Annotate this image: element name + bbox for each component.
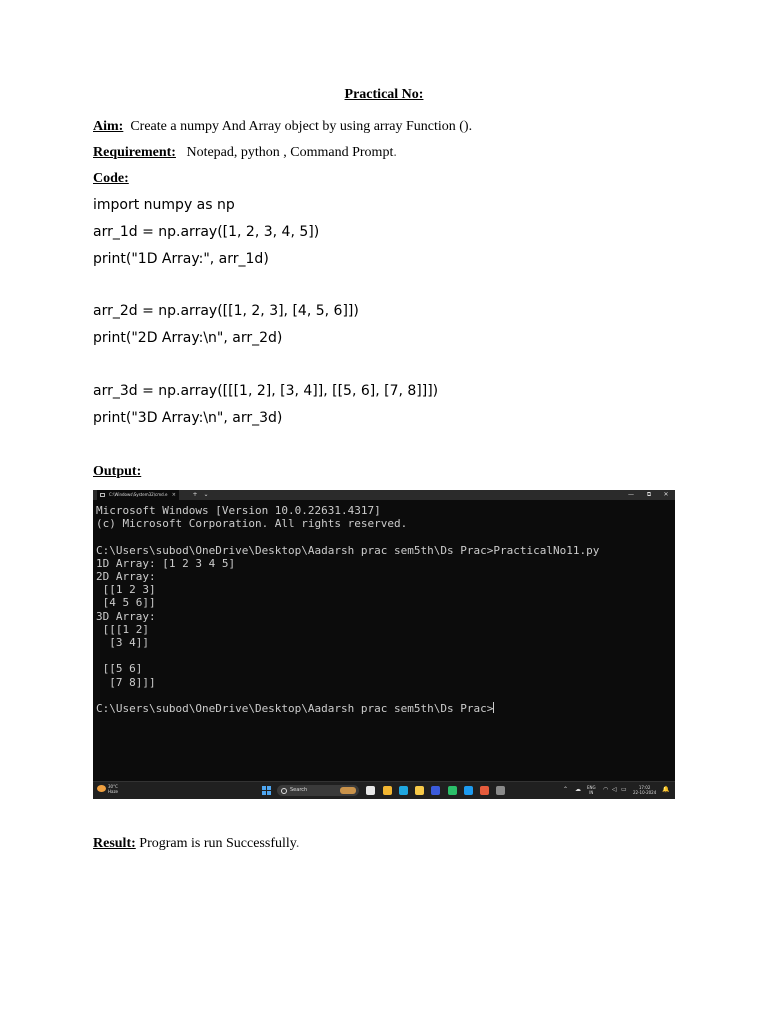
aim-text: Create a numpy And Array object by using array Function (). xyxy=(130,119,473,134)
chevron-down-icon[interactable]: ⌄ xyxy=(203,491,209,498)
terminal-line: Microsoft Windows [Version 10.0.22631.4317] xyxy=(96,504,381,517)
code-line: arr_3d = np.array([[[1, 2], [3, 4]], [[5, 6], [7, 8]]]) xyxy=(93,383,439,399)
edge-icon[interactable] xyxy=(399,786,408,795)
clock-time: 17:02 xyxy=(638,785,651,790)
terminal-line: [4 5 6]] xyxy=(96,596,156,610)
code-line: arr_2d = np.array([[1, 2, 3], [4, 5, 6]]) xyxy=(93,303,359,319)
language-code: ENG xyxy=(587,785,596,790)
text-cursor xyxy=(493,702,494,713)
wifi-icon[interactable]: ◠ xyxy=(603,786,609,793)
notification-bell-icon[interactable]: 🔔 xyxy=(662,786,670,793)
tab-close-icon[interactable]: × xyxy=(171,492,176,498)
clock-date: 22-10-2024 xyxy=(633,790,657,795)
terminal-line: [[5 6] xyxy=(96,662,143,676)
terminal-titlebar xyxy=(93,490,675,500)
terminal-line: [[[1 2] xyxy=(96,622,149,636)
page-title: Practical No: xyxy=(344,87,424,102)
terminal-line: [7 8]]] xyxy=(96,675,156,689)
search-placeholder: Search xyxy=(290,787,308,793)
requirement-line: Requirement: Notepad, python , Command Prompt. xyxy=(93,145,397,160)
weather-desc: Haze xyxy=(108,789,119,794)
clock[interactable] xyxy=(633,785,656,795)
cloud-icon[interactable]: ☁ xyxy=(575,786,581,793)
start-icon[interactable] xyxy=(262,786,271,795)
terminal-tab-title: C:\Windows\System32\cmd.e xyxy=(109,492,168,497)
code-line: print("3D Array:\n", arr_3d) xyxy=(93,410,283,426)
weather-temp: 30°C xyxy=(108,784,118,789)
code-line: import numpy as np xyxy=(93,197,235,213)
task-view-icon[interactable] xyxy=(366,786,375,795)
terminal-line: (c) Microsoft Corporation. All rights reserved. xyxy=(96,517,408,531)
region-code: IN xyxy=(589,790,594,795)
code-line: print("2D Array:\n", arr_2d) xyxy=(93,330,283,346)
weather-icon xyxy=(97,785,106,792)
result-label: Result: xyxy=(93,836,136,851)
taskbar-search[interactable] xyxy=(277,785,359,796)
terminal-line xyxy=(96,689,599,702)
app-icon[interactable] xyxy=(480,786,489,795)
output-label: Output: xyxy=(93,464,142,479)
terminal-line: [3 4]] xyxy=(96,636,149,650)
chevron-up-icon[interactable]: ⌃ xyxy=(563,786,569,793)
terminal-screenshot xyxy=(93,490,675,799)
volume-icon[interactable]: ◁ xyxy=(612,786,617,793)
terminal-line xyxy=(96,530,599,543)
code-line: print("1D Array:", arr_1d) xyxy=(93,251,269,267)
terminal-tab[interactable] xyxy=(97,490,179,500)
app-icon[interactable] xyxy=(448,786,457,795)
battery-icon[interactable]: ▭ xyxy=(621,786,627,793)
code-label: Code: xyxy=(93,171,129,186)
aim-label: Aim: xyxy=(93,119,124,134)
terminal-taskbar-icon[interactable] xyxy=(496,786,505,795)
terminal-prompt: C:\Users\subod\OneDrive\Desktop\Aadarsh prac sem5th\Ds Prac> xyxy=(96,702,494,716)
weather-widget[interactable] xyxy=(97,784,118,794)
result-line: Result: Program is run Successfully. xyxy=(93,836,300,851)
code-line: arr_1d = np.array([1, 2, 3, 4, 5]) xyxy=(93,224,320,240)
app-icon[interactable] xyxy=(464,786,473,795)
new-tab-icon[interactable]: + xyxy=(192,491,198,498)
requirement-text: Notepad, python , Command Prompt xyxy=(186,145,394,160)
search-highlight-icon xyxy=(340,787,356,794)
file-explorer-icon[interactable] xyxy=(383,786,392,795)
terminal-line: [[1 2 3] xyxy=(96,583,156,597)
result-text: Program is run Successfully xyxy=(139,836,296,851)
terminal-prompt-line[interactable] xyxy=(96,702,599,715)
terminal-line xyxy=(96,649,599,662)
windows-taskbar xyxy=(93,781,675,799)
aim-line xyxy=(93,119,472,135)
maximize-icon[interactable]: ⧉ xyxy=(646,491,652,498)
store-icon[interactable] xyxy=(415,786,424,795)
requirement-label: Requirement: xyxy=(93,145,176,160)
close-icon[interactable]: ✕ xyxy=(663,491,669,498)
language-indicator[interactable] xyxy=(587,785,596,795)
cmd-icon xyxy=(100,493,105,497)
app-icon[interactable] xyxy=(431,786,440,795)
terminal-line: 3D Array: xyxy=(96,609,156,623)
terminal-line: 1D Array: [1 2 3 4 5] xyxy=(96,556,236,570)
terminal-line: C:\Users\subod\OneDrive\Desktop\Aadarsh prac sem5th\Ds Prac>PracticalNo11.py xyxy=(96,543,600,557)
terminal-line: 2D Array: xyxy=(96,570,156,584)
terminal-output xyxy=(96,504,599,715)
search-icon xyxy=(281,788,287,794)
minimize-icon[interactable]: — xyxy=(628,491,634,498)
